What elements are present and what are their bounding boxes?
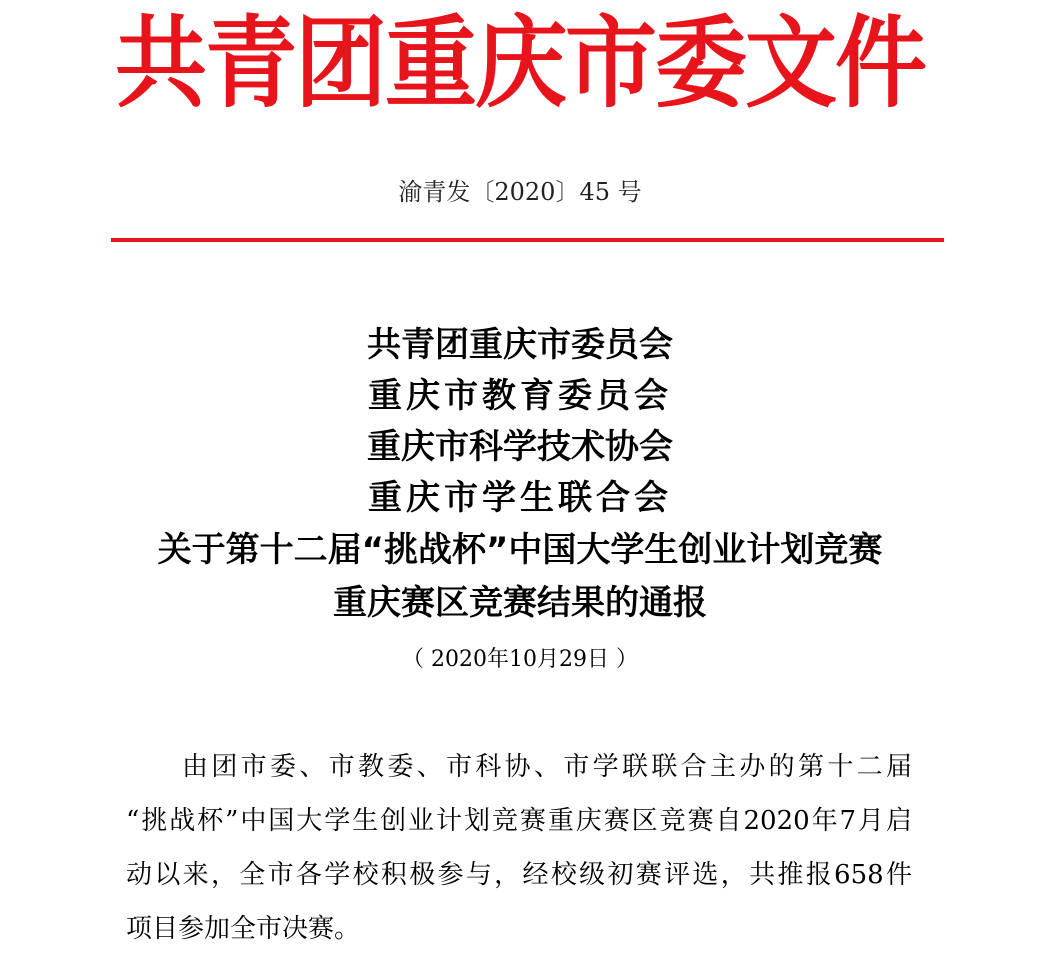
issuer-education-commission: 重庆市教育委员会 — [368, 376, 672, 416]
body-line-1: 由团市委、市教委、市科协、市学联联合主办的第十二届 — [182, 752, 912, 782]
document-date: （ 2020年10月29日 ） — [402, 647, 638, 672]
issuer-youth-league: 共青团重庆市委员会 — [367, 325, 673, 365]
issuer-list — [0, 320, 1040, 524]
red-divider-line — [111, 238, 944, 242]
title-line-1: 关于第十二届“挑战杯”中国大学生创业计划竞赛 — [157, 530, 883, 570]
masthead-title: 共青团重庆市委文件 — [114, 4, 925, 122]
issuer-science-association: 重庆市科学技术协会 — [367, 427, 673, 467]
title-line-2: 重庆赛区竞赛结果的通报 — [333, 583, 707, 623]
body-paragraph — [126, 740, 912, 956]
issuer-student-federation: 重庆市学生联合会 — [368, 478, 672, 518]
document-title — [0, 524, 1040, 630]
body-line-4: 项目参加全市决赛。 — [126, 914, 361, 944]
body-line-3: 动以来，全市各学校积极参与，经校级初赛评选，共推报658件 — [126, 860, 912, 890]
body-line-2: “挑战杯”中国大学生创业计划竞赛重庆赛区竞赛自2020年7月启 — [126, 806, 912, 836]
document-number: 渝青发〔2020〕45 号 — [398, 178, 642, 206]
